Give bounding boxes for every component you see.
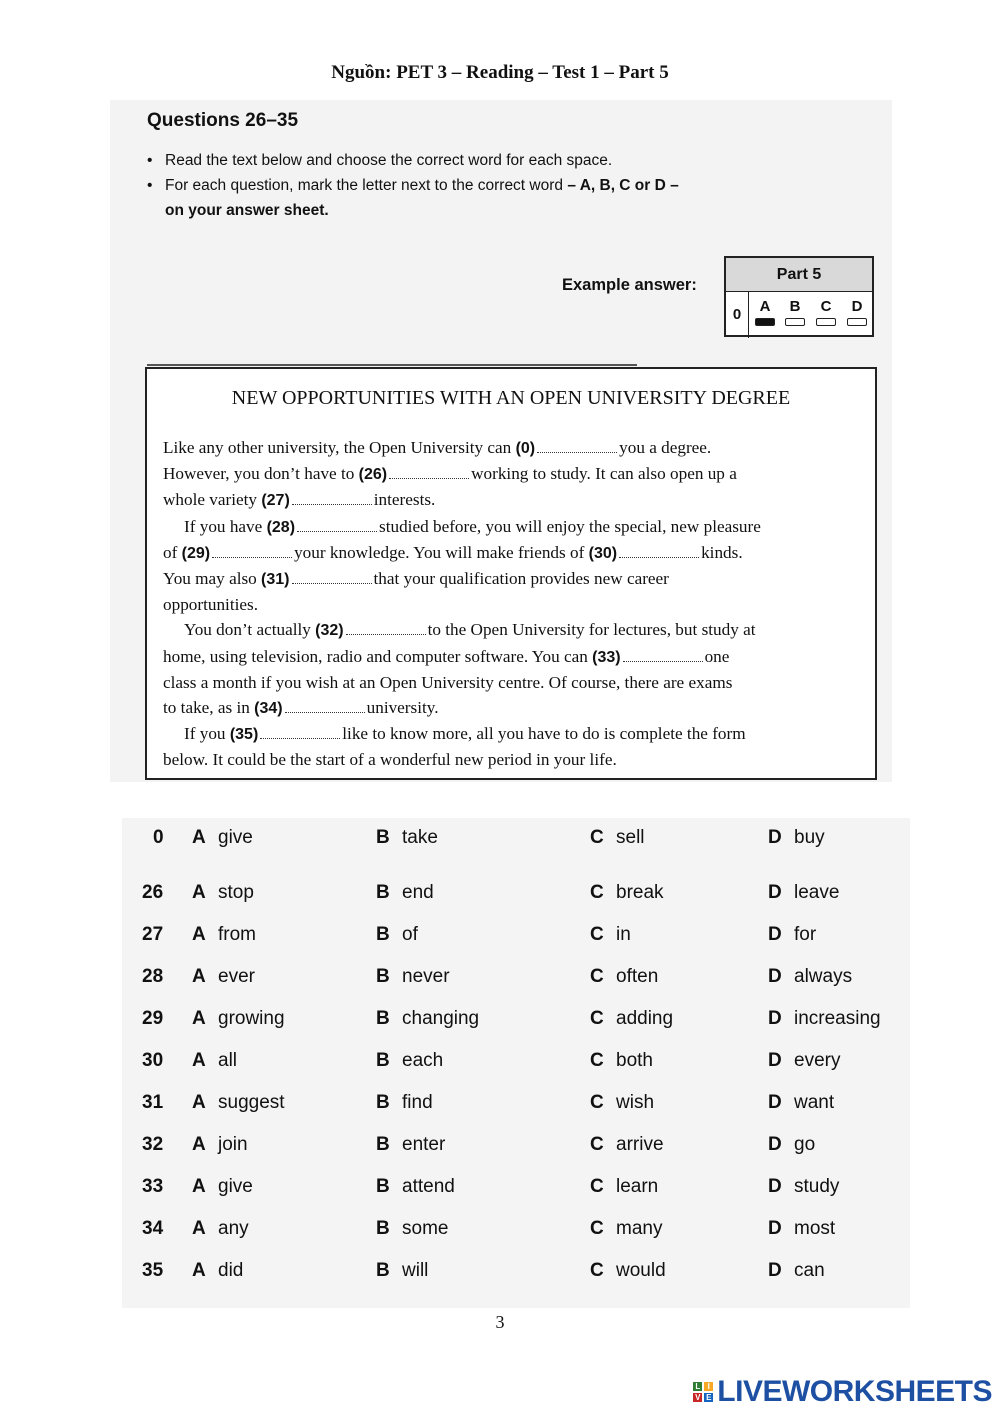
gap-dots — [297, 523, 377, 532]
liveworksheets-logo — [693, 1374, 992, 1410]
passage-line: home, using television, radio and computer software. You can (33) one — [163, 646, 730, 666]
gap-26: (26) — [358, 466, 388, 484]
passage-line: However, you don’t have to (26) working to study. It can also open up a — [163, 464, 737, 484]
example-option-d: D — [846, 299, 868, 326]
questions-heading: Questions 26–35 — [147, 110, 299, 131]
option-b[interactable]: B changing — [376, 1008, 480, 1029]
gap-dots — [292, 496, 372, 505]
option-d[interactable]: D buy — [768, 827, 825, 848]
option-d[interactable]: D can — [768, 1260, 825, 1281]
passage-line: below. It could be the start of a wonderful new period in your life. — [163, 750, 617, 770]
instruction-2: • For each question, mark the letter next to the correct word – A, B, C or D – — [147, 173, 679, 198]
gap-dots — [537, 444, 617, 453]
option-c[interactable]: C adding — [590, 1008, 674, 1029]
option-a[interactable]: A give — [192, 827, 253, 848]
question-number: 32 — [142, 1134, 164, 1155]
gap-dots — [346, 626, 426, 635]
option-c[interactable]: C wish — [590, 1092, 655, 1113]
option-b[interactable]: B end — [376, 882, 434, 903]
option-d[interactable]: D want — [768, 1092, 835, 1113]
gap-31: (31) — [261, 571, 290, 589]
page-number: 3 — [495, 1312, 505, 1332]
question-number: 0 — [153, 827, 164, 848]
gap-dots — [285, 704, 365, 713]
gap-dots — [292, 575, 372, 584]
question-number: 28 — [142, 966, 164, 987]
passage-line: opportunities. — [163, 595, 259, 615]
answer-row-28 — [122, 962, 910, 992]
question-number: 29 — [142, 1008, 164, 1029]
answer-row-35 — [122, 1256, 910, 1286]
question-number: 35 — [142, 1260, 164, 1281]
passage-line: You don’t actually (32) to the Open University for lectures, but study at — [184, 620, 756, 640]
source-line: Nguồn: PET 3 – Reading – Test 1 – Part 5 — [331, 62, 669, 83]
option-b[interactable]: B attend — [376, 1176, 455, 1197]
passage-line: class a month if you wish at an Open University centre. Of course, there are exams — [163, 672, 733, 692]
passage-line: You may also (31) that your qualification provides new career — [163, 569, 669, 589]
gap-33: (33) — [592, 648, 621, 666]
option-b[interactable]: B some — [376, 1218, 449, 1239]
gap-30: (30) — [588, 544, 618, 562]
empty-mark-icon — [816, 318, 836, 326]
example-row — [726, 292, 872, 338]
divider-line — [147, 364, 637, 366]
passage-line: If you have (28) studied before, you will enjoy the special, new pleasure — [184, 516, 761, 536]
answer-row-33 — [122, 1172, 910, 1202]
option-d[interactable]: D for — [768, 924, 817, 945]
example-option-c: C — [815, 299, 837, 326]
option-c[interactable]: C both — [590, 1050, 653, 1071]
passage-title: NEW OPPORTUNITIES WITH AN OPEN UNIVERSITY DEGREE — [231, 387, 791, 409]
gap-dots — [212, 549, 292, 558]
option-d[interactable]: D study — [768, 1176, 840, 1197]
question-number: 33 — [142, 1176, 164, 1197]
example-number: 0 — [726, 292, 749, 338]
passage-line: Like any other university, the Open University can (0) you a degree. — [163, 438, 712, 457]
answer-row-0 — [122, 823, 910, 853]
example-answer-box — [724, 256, 874, 337]
gap-32: (32) — [315, 622, 344, 640]
option-b[interactable]: B find — [376, 1092, 433, 1113]
filled-mark-icon — [755, 318, 775, 326]
option-a[interactable]: A ever — [192, 966, 255, 987]
option-b[interactable]: B will — [376, 1260, 429, 1281]
option-d[interactable]: D most — [768, 1218, 836, 1239]
question-number: 31 — [142, 1092, 164, 1113]
option-a[interactable]: A any — [192, 1218, 249, 1239]
passage-line: to take, as in (34) university. — [163, 698, 439, 718]
gap-29: (29) — [181, 544, 211, 562]
passage-line: whole variety (27) interests. — [163, 490, 436, 510]
instruction-3: on your answer sheet. — [165, 202, 329, 219]
option-d[interactable]: D leave — [768, 882, 840, 903]
option-d[interactable]: D every — [768, 1050, 841, 1071]
passage-line: of (29) your knowledge. You will make friends of (30) kinds. — [163, 542, 743, 562]
option-b[interactable]: B never — [376, 966, 450, 987]
option-b[interactable]: B take — [376, 827, 438, 848]
option-a[interactable]: A join — [192, 1134, 248, 1155]
answer-row-26 — [122, 878, 910, 908]
gap-28: (28) — [266, 518, 296, 536]
empty-mark-icon — [785, 318, 805, 326]
logo-mark-icon: L I V E — [695, 1382, 712, 1402]
bullet-icon: • — [147, 177, 153, 194]
answer-row-32 — [122, 1130, 910, 1160]
instruction-1: • Read the text below and choose the correct word for each space. — [147, 148, 679, 173]
option-d[interactable]: D always — [768, 966, 853, 987]
instructions — [147, 148, 679, 223]
answer-row-31 — [122, 1088, 910, 1118]
option-c[interactable]: C in — [590, 924, 631, 945]
gap-dots — [623, 653, 703, 662]
question-number: 26 — [142, 882, 164, 903]
option-c[interactable]: C would — [590, 1260, 666, 1281]
example-part-header: Part 5 — [726, 258, 872, 292]
option-d[interactable]: D increasing — [768, 1008, 881, 1029]
gap-27: (27) — [261, 492, 290, 510]
option-c[interactable]: C arrive — [590, 1134, 664, 1155]
answer-row-27 — [122, 920, 910, 950]
option-a[interactable]: A suggest — [192, 1092, 285, 1113]
option-a[interactable]: A all — [192, 1050, 238, 1071]
answer-row-34 — [122, 1214, 910, 1244]
passage-box — [145, 367, 877, 780]
option-c[interactable]: C learn — [590, 1176, 659, 1197]
gap-dots — [619, 549, 699, 558]
question-number: 27 — [142, 924, 164, 945]
option-c[interactable]: C many — [590, 1218, 663, 1239]
example-label: Example answer: — [562, 276, 697, 294]
logo-text: LIVEWORKSHEETS — [717, 1375, 992, 1408]
option-a[interactable]: A growing — [192, 1008, 285, 1029]
option-a[interactable]: A from — [192, 924, 256, 945]
example-option-a: A — [754, 299, 776, 326]
option-b[interactable]: B enter — [376, 1134, 446, 1155]
example-option-b: B — [784, 299, 806, 326]
answer-row-29 — [122, 1004, 910, 1034]
empty-mark-icon — [847, 318, 867, 326]
option-a[interactable]: A give — [192, 1176, 253, 1197]
passage-text — [163, 435, 863, 773]
option-b[interactable]: B each — [376, 1050, 444, 1071]
question-number: 30 — [142, 1050, 164, 1071]
passage-line: If you (35) like to know more, all you have to do is complete the form — [184, 724, 746, 744]
gap-0: (0) — [515, 440, 536, 457]
option-b[interactable]: B of — [376, 924, 418, 945]
option-c[interactable]: C break — [590, 882, 664, 903]
gap-dots — [260, 730, 340, 739]
gap-34: (34) — [254, 700, 283, 718]
option-d[interactable]: D go — [768, 1134, 816, 1155]
gap-dots — [389, 470, 469, 479]
question-number: 34 — [142, 1218, 164, 1239]
option-c[interactable]: C sell — [590, 827, 645, 848]
answer-options-table — [122, 818, 910, 1308]
bullet-icon: • — [147, 152, 153, 169]
option-c[interactable]: C often — [590, 966, 659, 987]
answer-row-30 — [122, 1046, 910, 1076]
option-a[interactable]: A did — [192, 1260, 244, 1281]
gap-35: (35) — [229, 726, 259, 744]
option-a[interactable]: A stop — [192, 882, 254, 903]
